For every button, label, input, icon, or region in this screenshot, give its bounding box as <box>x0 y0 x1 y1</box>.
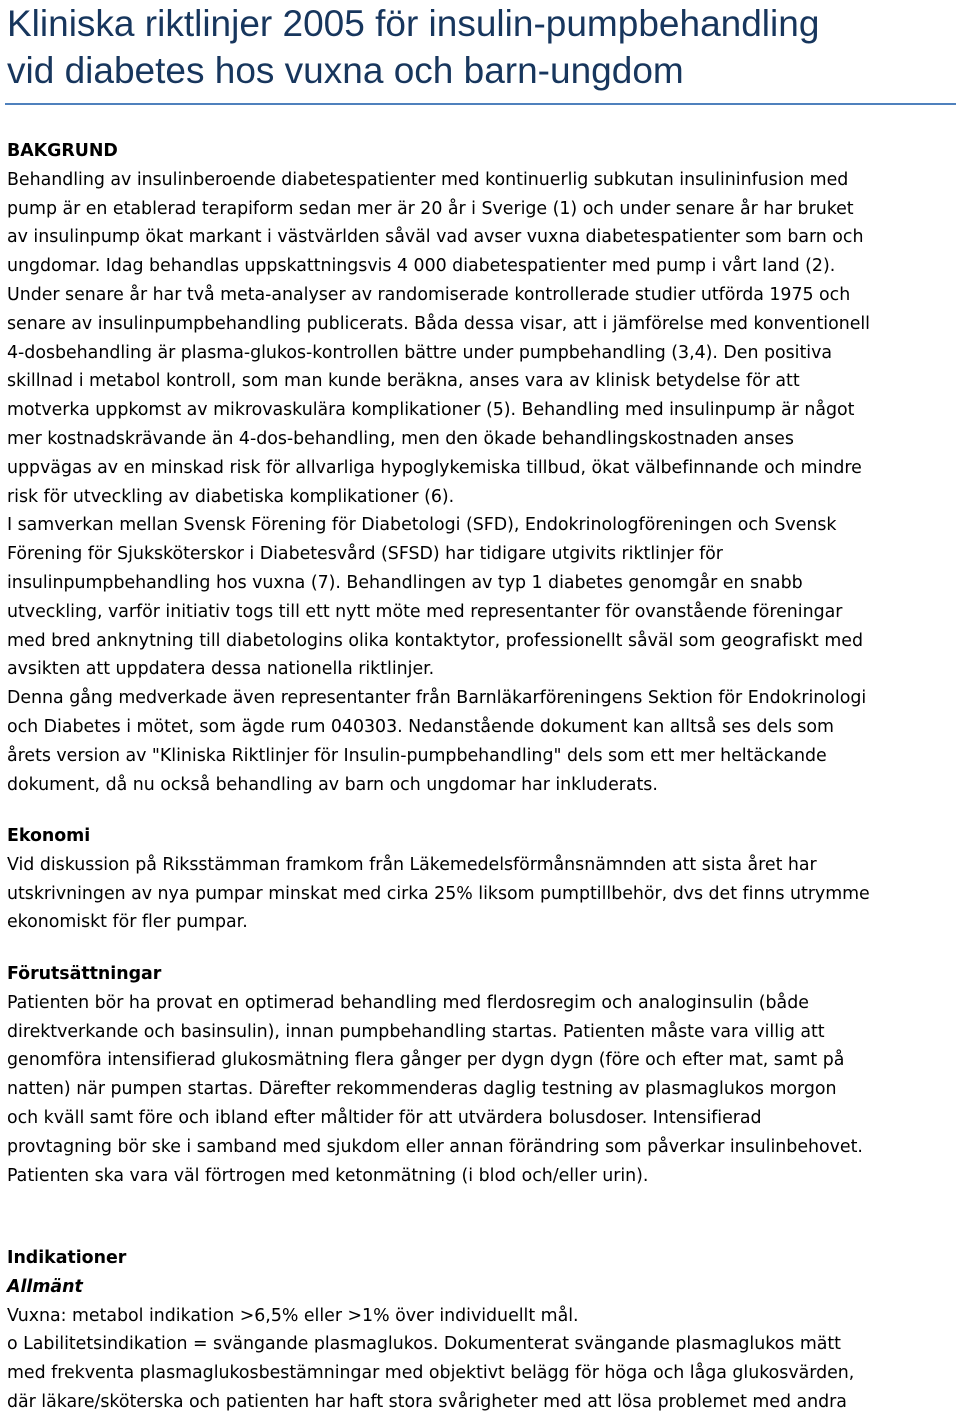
text-line: av insulinpump ökat markant i västvärlden såväl vad avser vuxna diabetespatienter som barn och <box>7 227 864 248</box>
text-line: genomföra intensifierad glukosmätning flera gånger per dygn dygn (före och efter mat, samt på <box>7 1050 845 1071</box>
text-line: mer kostnadskrävande än 4-dos-behandling, men den ökade behandlingskostnaden anses <box>7 428 794 449</box>
section-heading-forutsattningar: Förutsättningar <box>7 964 162 984</box>
text-line: där läkare/sköterska och patienten har haft stora svårigheter med att lösa problemet med andra <box>7 1391 847 1412</box>
title-divider <box>5 103 956 105</box>
text-line: insulinpumpbehandling hos vuxna (7). Behandlingen av typ 1 diabetes genomgår en snabb <box>7 572 803 593</box>
text-line: Denna gång medverkade även representanter från Barnläkarföreningens Sektion för Endokrinologi <box>7 688 867 709</box>
text-line: Patienten bör ha provat en optimerad behandling med flerdosregim och analoginsulin (både <box>7 992 809 1013</box>
text-line: Förening för Sjuksköterskor i Diabetesvård (SFSD) har tidigare utgivits riktlinjer för <box>7 544 723 565</box>
text-line: Under senare år har två meta-analyser av randomiserade kontrollerade studier utförda 1975 och <box>7 284 851 305</box>
text-line: risk för utveckling av diabetiska komplikationer (6). <box>7 486 455 507</box>
text-line: skillnad i metabol kontroll, som man kunde beräkna, anses vara av klinisk betydelse för att <box>7 371 800 392</box>
section-body-forutsattningar <box>7 989 957 1191</box>
text-line: ekonomiskt för fler pumpar. <box>7 912 248 933</box>
text-line: provtagning bör ske i samband med sjukdom eller annan förändring som påverkar insulinbehovet. <box>7 1136 863 1157</box>
text-line: senare av insulinpumpbehandling publicerats. Båda dessa visar, att i jämförelse med konventionell <box>7 313 870 334</box>
text-line: med frekventa plasmaglukosbestämningar med objektivt belägg för höga och låga glukosvärden, <box>7 1363 855 1384</box>
section-heading-indikationer: Indikationer <box>7 1248 127 1268</box>
text-line: årets version av "Kliniska Riktlinjer för Insulin-pumpbehandling" dels som ett mer heltäckande <box>7 745 827 766</box>
text-line: motverka uppkomst av mikrovaskulära komplikationer (5). Behandling med insulinpump är något <box>7 400 855 421</box>
text-line: uppvägas av en minskad risk för allvarliga hypoglykemiska tillbud, ökat välbefinnande och mindre <box>7 457 862 478</box>
text-line: utskrivningen av nya pumpar minskat med cirka 25% liksom pumptillbehör, dvs det finns utrymme <box>7 883 870 904</box>
section-forutsattningar <box>7 960 957 1190</box>
document-title: Kliniska riktlinjer 2005 för insulin-pumpbehandling vid diabetes hos vuxna och barn-ungdom <box>7 3 820 91</box>
text-line: pump är en etablerad terapiform sedan mer är 20 år i Sverige (1) och under senare år har bruket <box>7 198 854 219</box>
text-line: och kväll samt före och ibland efter måltider för att utvärdera bolusdoser. Intensifierad <box>7 1107 762 1128</box>
text-line: I samverkan mellan Svensk Förening för Diabetologi (SFD), Endokrinologföreningen och Svensk <box>7 515 837 536</box>
text-line: och Diabetes i mötet, som ägde rum 040303. Nedanstående dokument kan alltså ses dels som <box>7 716 834 737</box>
text-line: 4-dosbehandling är plasma-glukos-kontrollen bättre under pumpbehandling (3,4). Den positiva <box>7 342 833 363</box>
text-line: avsikten att uppdatera dessa nationella riktlinjer. <box>7 659 435 680</box>
text-line: Behandling av insulinberoende diabetespatienter med kontinuerlig subkutan insulininfusion med <box>7 169 849 190</box>
text-line: o Labilitetsindikation = svängande plasmaglukos. Dokumenterat svängande plasmaglukos mätt <box>7 1334 841 1355</box>
section-ekonomi <box>7 822 957 937</box>
section-body-ekonomi <box>7 851 957 937</box>
text-line: Patienten ska vara väl förtrogen med ketonmätning (i blod och/eller urin). <box>7 1165 649 1186</box>
text-line: direktverkande och basinsulin), innan pumpbehandling startas. Patienten måste vara villig att <box>7 1021 825 1042</box>
section-heading-bakgrund: BAKGRUND <box>7 141 118 161</box>
subsection-heading-allmant: Allmänt <box>7 1276 83 1297</box>
text-line: med bred anknytning till diabetologins olika kontaktytor, professionellt såväl som geografiskt med <box>7 630 863 651</box>
section-heading-ekonomi: Ekonomi <box>7 826 91 846</box>
section-bakgrund <box>7 137 957 799</box>
text-line: Vid diskussion på Riksstämman framkom från Läkemedelsförmånsnämnden att sista året har <box>7 854 817 875</box>
section-body-indikationer <box>7 1302 957 1416</box>
text-line: dokument, då nu också behandling av barn och ungdomar har inkluderats. <box>7 774 658 795</box>
text-line: natten) när pumpen startas. Därefter rekommenderas daglig testning av plasmaglukos morgon <box>7 1079 837 1100</box>
text-line: utveckling, varför initiativ togs till ett nytt möte med representanter för ovanstående föreningar <box>7 601 843 622</box>
text-line: Vuxna: metabol indikation >6,5% eller >1% över individuellt mål. <box>7 1305 579 1326</box>
section-indikationer <box>7 1244 957 1416</box>
text-line: ungdomar. Idag behandlas uppskattningsvis 4 000 diabetespatienter med pump i vårt land (2). <box>7 256 836 277</box>
section-body-bakgrund <box>7 166 957 800</box>
